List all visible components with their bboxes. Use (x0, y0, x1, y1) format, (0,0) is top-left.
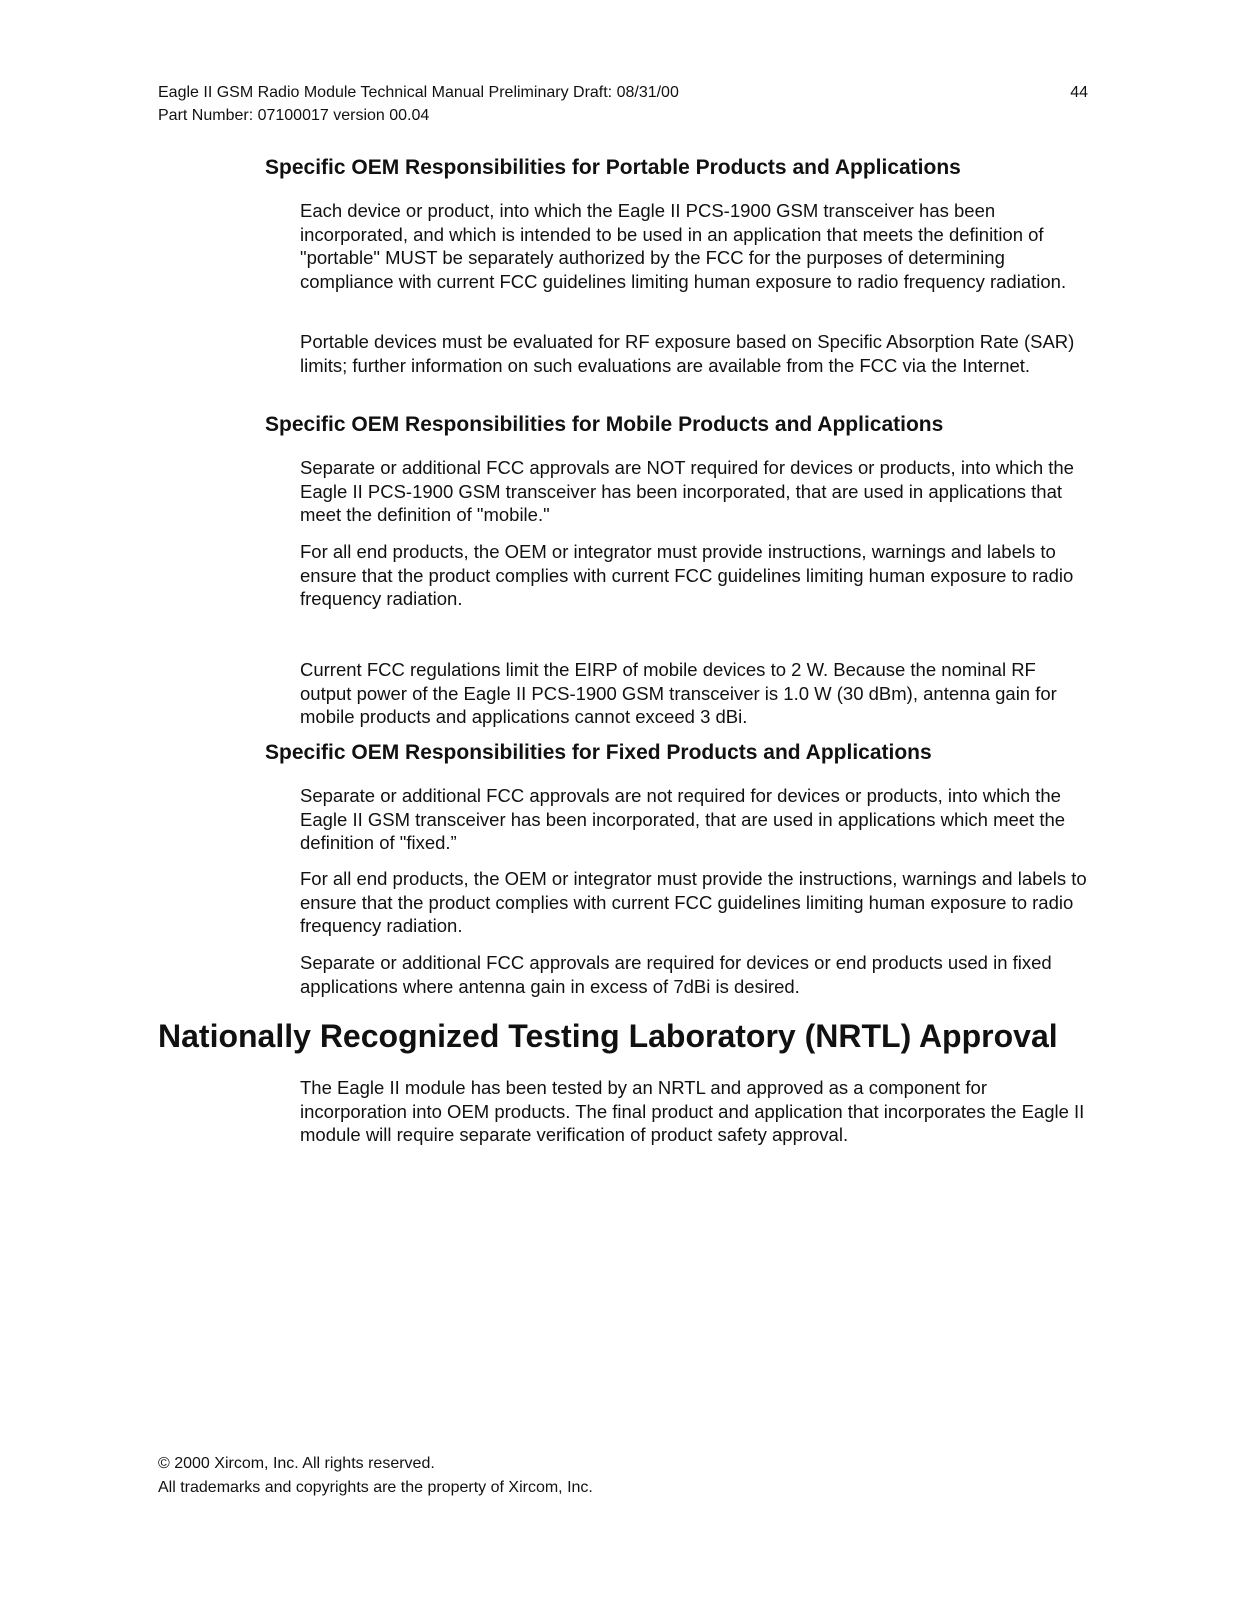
paragraph-nrtl: The Eagle II module has been tested by an NRTL and approved as a component for incorporation into OEM products. The final product and application that incorporates the Eagle II module will require separate verification of product safety approval. (300, 1077, 1085, 1145)
page-header (158, 81, 1088, 127)
paragraph-portable-2: Portable devices must be evaluated for RF exposure based on Specific Absorption Rate (SAR) limits; further information on such evaluations are available from the FCC via the Internet. (300, 331, 1075, 376)
page-number: 44 (1070, 84, 1088, 101)
paragraph-fixed-2: For all end products, the OEM or integrator must provide the instructions, warnings and labels to ensure that the product complies with current FCC guidelines limiting human exposure to radio frequency radiation. (300, 868, 1087, 936)
section-heading-mobile: Specific OEM Responsibilities for Mobile Products and Applications (265, 413, 944, 436)
paragraph-mobile-3: Current FCC regulations limit the EIRP of mobile devices to 2 W. Because the nominal RF output power of the Eagle II PCS-1900 GSM transceiver is 1.0 W (30 dBm), antenna gain for mobile products and applications cannot exceed 3 dBi. (300, 659, 1057, 727)
section-heading-portable: Specific OEM Responsibilities for Portable Products and Applications (265, 156, 961, 179)
page-footer (158, 1452, 593, 1500)
paragraph-mobile-1: Separate or additional FCC approvals are NOT required for devices or products, into which the Eagle II PCS-1900 GSM transceiver has been incorporated, that are used in applications that meet the definition of "mobile." (300, 457, 1074, 525)
trademark-notice: All trademarks and copyrights are the property of Xircom, Inc. (158, 1479, 593, 1496)
paragraph-mobile-2: For all end products, the OEM or integrator must provide instructions, warnings and labels to ensure that the product complies with current FCC guidelines limiting human exposure to radio frequency radiation. (300, 541, 1074, 609)
part-number: Part Number: 07100017 version 00.04 (158, 107, 430, 124)
paragraph-fixed-1: Separate or additional FCC approvals are not required for devices or products, into which the Eagle II GSM transceiver has been incorporated, that are used in applications which meet the definition of "fixed.” (300, 785, 1066, 853)
copyright-notice: © 2000 Xircom, Inc. All rights reserved. (158, 1455, 435, 1472)
nrtl-heading: Nationally Recognized Testing Laboratory (NRTL) Approval (158, 1018, 1058, 1054)
paragraph-fixed-3: Separate or additional FCC approvals are required for devices or end products used in fixed applications where antenna gain in excess of 7dBi is desired. (300, 952, 1052, 997)
section-heading-fixed: Specific OEM Responsibilities for Fixed Products and Applications (265, 741, 932, 764)
document-title: Eagle II GSM Radio Module Technical Manual Preliminary Draft: 08/31/00 (158, 84, 679, 101)
paragraph-portable-1: Each device or product, into which the Eagle II PCS-1900 GSM transceiver has been incorporated, and which is intended to be used in an application that meets the definition of "portable" MUST be separately authorized by the FCC for the purposes of determining compliance with current FCC guidelines limiting human exposure to radio frequency radiation. (300, 200, 1067, 292)
